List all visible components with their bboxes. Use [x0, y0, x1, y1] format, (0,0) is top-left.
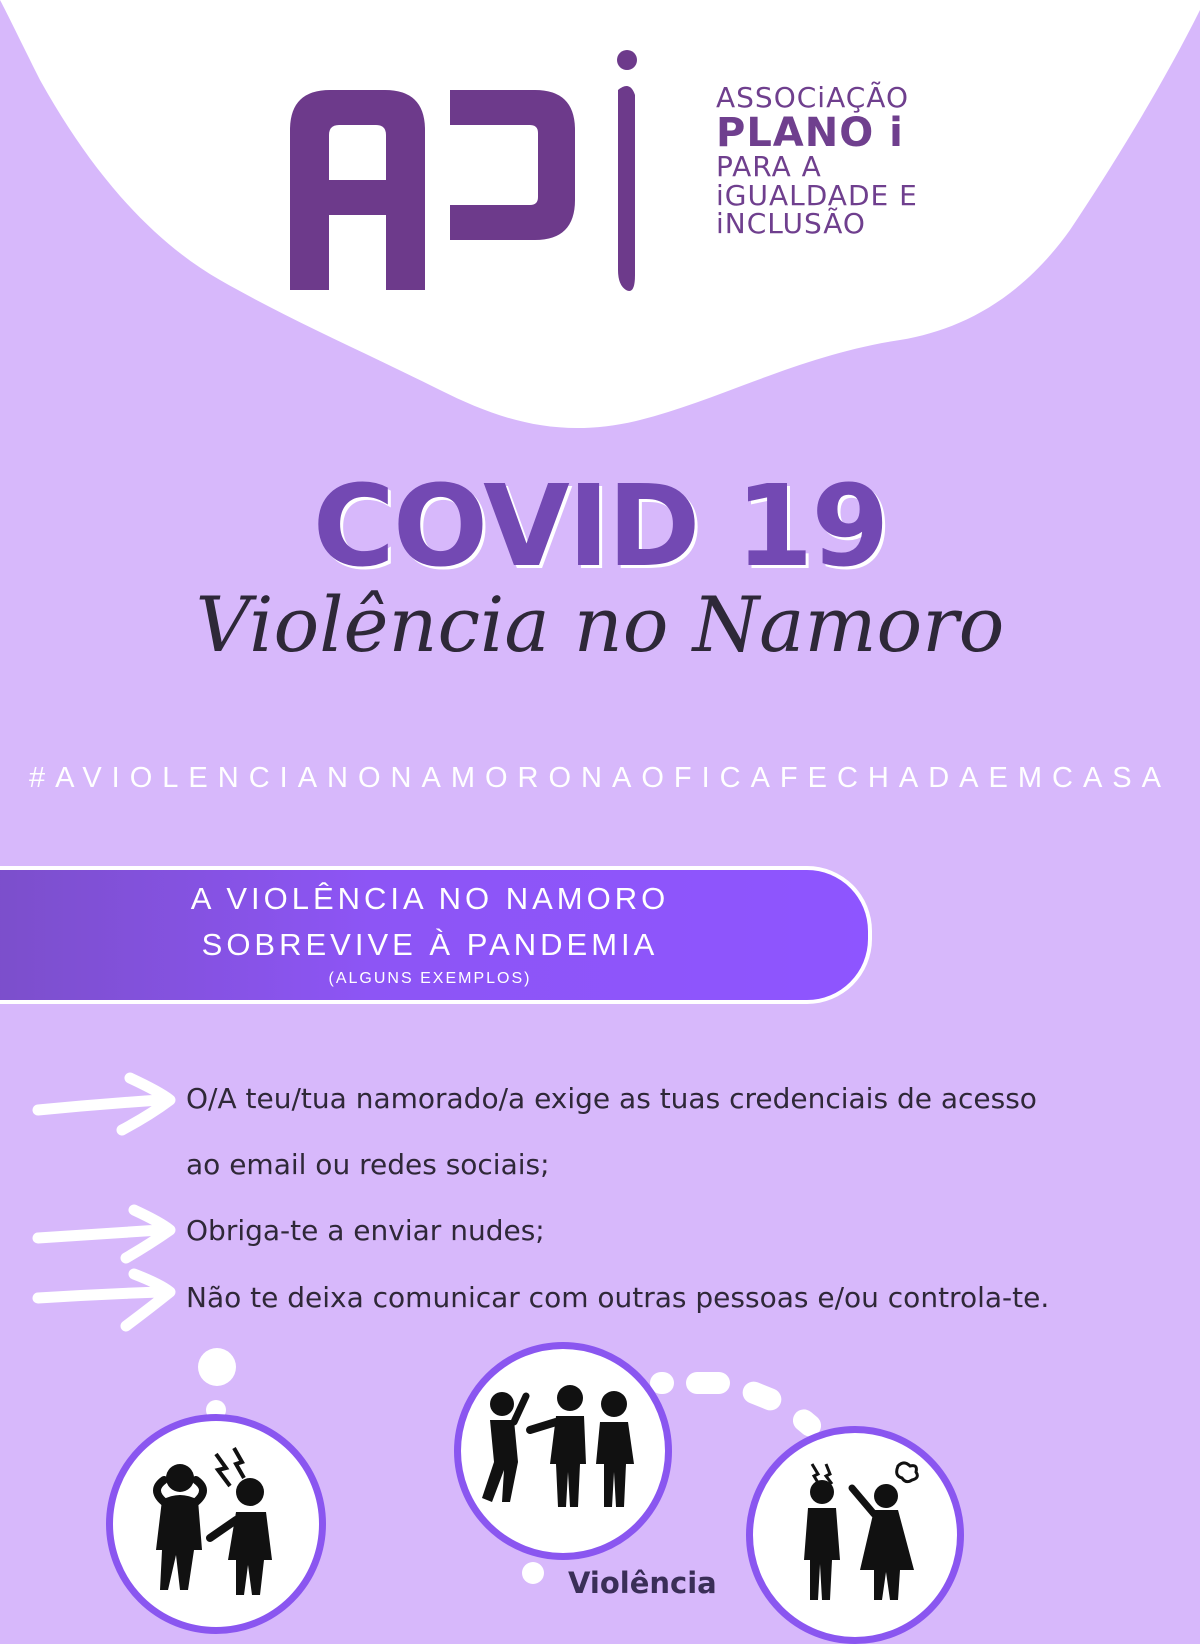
dash-dot: [686, 1372, 730, 1394]
bullet-text-1b: ao email ou redes sociais;: [186, 1148, 550, 1181]
arrow-icon: [30, 1200, 180, 1270]
page-subtitle: Violência no Namoro: [195, 580, 1005, 669]
banner-line-3: (ALGUNS EXEMPLOS): [328, 970, 532, 987]
bullet-text-3: Não te deixa comunicar com outras pessoas e/ou controla-te.: [186, 1281, 1050, 1314]
bullet-text-1: O/A teu/tua namorado/a exige as tuas credenciais de acesso: [186, 1082, 1037, 1115]
bullet-text-2: Obriga-te a enviar nudes;: [186, 1214, 545, 1247]
domestic-violence-icon: [790, 1460, 930, 1600]
logo-line-para: PARA A: [716, 150, 822, 184]
page-title: COVID 19: [312, 462, 888, 592]
hashtag: #AVIOLENCIANONAMORONAOFICAFECHADAEMCASA: [29, 762, 1171, 794]
group-exclusion-icon: [474, 1382, 654, 1512]
banner-text: [0, 876, 860, 988]
logo-line-associacao: ASSOCiAÇÃO: [716, 81, 909, 114]
logo-line-inclusao: iNCLUSÃO: [716, 207, 866, 241]
conflict-icon: [140, 1440, 300, 1600]
banner-line-1: A VIOLÊNCIA NO NAMORO: [190, 881, 670, 916]
banner-line-2: SOBREVIVE À PANDEMIA: [201, 927, 659, 962]
footer-label: Violência: [568, 1566, 717, 1600]
logo-line-igualdade: iGUALDADE E: [716, 178, 918, 212]
thought-dot: [522, 1562, 544, 1584]
api-logo-mark: [290, 40, 670, 300]
arrow-icon: [30, 1070, 180, 1140]
dash-dot: [739, 1378, 784, 1413]
logo-text: [716, 81, 918, 241]
thought-dot: [198, 1348, 236, 1386]
arrow-icon: [30, 1268, 180, 1338]
logo-line-plano: PLANO i: [716, 109, 904, 156]
